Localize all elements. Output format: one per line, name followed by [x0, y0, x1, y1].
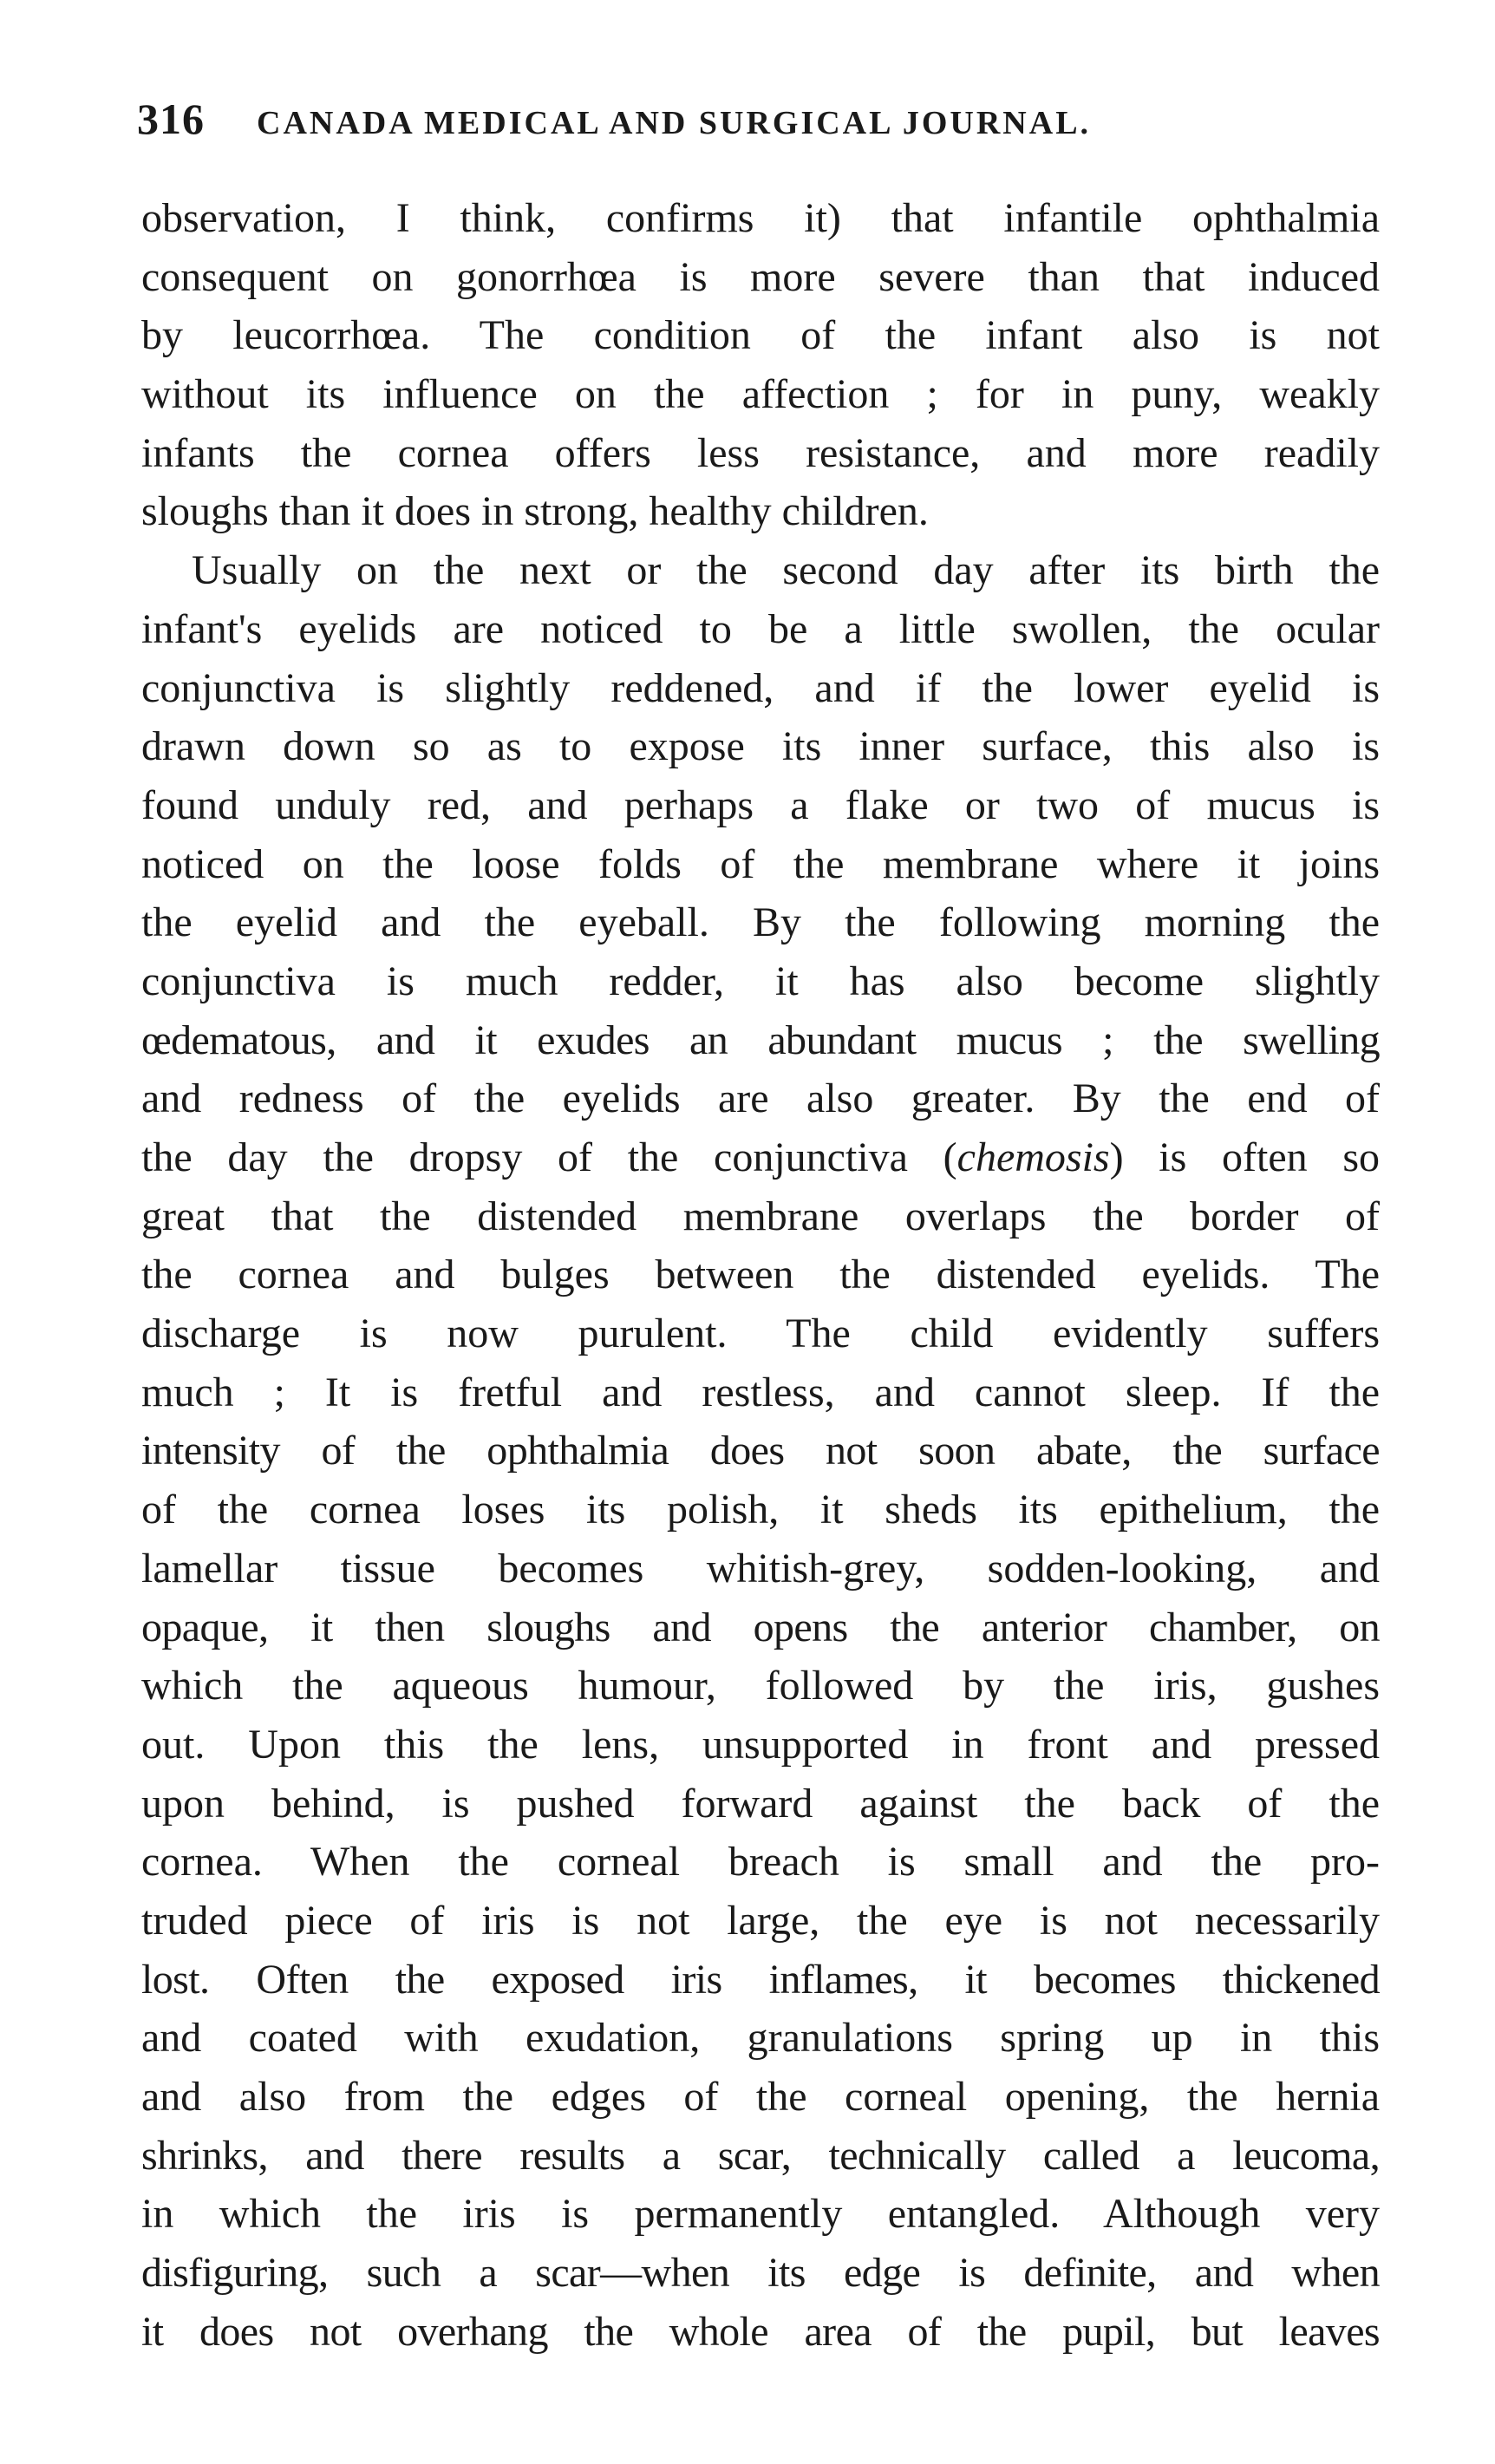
text-line: upon behind, is pushed forward against the back of the: [141, 1780, 1380, 1827]
text-line: without its influence on the affection ; for in puny, weakly: [141, 371, 1380, 418]
text-line: noticed on the loose folds of the membrane where it joins: [141, 840, 1380, 887]
text-line: consequent on gonorrhœa is more severe than that induced: [141, 253, 1380, 300]
journal-title: CANADA MEDICAL AND SURGICAL JOURNAL.: [257, 105, 1092, 141]
text-line: conjunctiva is slightly reddened, and if the lower eyelid is: [141, 664, 1380, 711]
text-line: and redness of the eyelids are also greater. By the end of: [141, 1075, 1380, 1122]
text-line: which the aqueous humour, followed by the iris, gushes: [141, 1663, 1380, 1709]
text-line: conjunctiva is much redder, it has also become slightly: [141, 957, 1380, 1004]
running-head: [137, 94, 1368, 154]
text-line: and also from the edges of the corneal opening, the hernia: [141, 2074, 1380, 2120]
page-number: 316: [137, 95, 205, 143]
text-line: sloughs than it does in strong, healthy children.: [141, 488, 929, 535]
paragraph-1: [141, 189, 1380, 541]
text-line: shrinks, and there results a scar, technically called a leucoma,: [141, 2132, 1380, 2179]
text-line: the eyelid and the eyeball. By the following morning the: [141, 899, 1380, 946]
text-line: œdematous, and it exudes an abundant mucus ; the swelling: [141, 1016, 1380, 1063]
text-line: infant's eyelids are noticed to be a little swollen, the ocular: [141, 605, 1380, 652]
text-line: great that the distended membrane overlaps the border of: [141, 1193, 1380, 1239]
text-line: by leucorrhœa. The condition of the infant also is not: [141, 312, 1380, 359]
paragraph-2: [141, 541, 1380, 2361]
text-line: observation, I think, confirms it) that infantile ophthalmia: [141, 195, 1380, 241]
text-line: truded piece of iris is not large, the eye is not necessarily: [141, 1897, 1380, 1944]
text-line: of the cornea loses its polish, it sheds its epithelium, the: [141, 1487, 1380, 1533]
text-line: discharge is now purulent. The child evidently suffers: [141, 1310, 1380, 1357]
text-line: disfiguring, such a scar—when its edge is definite, and when: [141, 2250, 1380, 2297]
text-line: cornea. When the corneal breach is small and the pro-: [141, 1839, 1380, 1886]
article-body: [141, 189, 1380, 2361]
text-line: lost. Often the exposed iris inflames, it becomes thickened: [141, 1956, 1380, 2003]
text-line: Usually on the next or the second day after its birth the: [192, 547, 1380, 594]
text-line: opaque, it then sloughs and opens the anterior chamber, on: [141, 1604, 1380, 1650]
text-line: the day the dropsy of the conjunctiva (chemosis) is often so: [141, 1134, 1380, 1180]
text-line: infants the cornea offers less resistance, and more readily: [141, 429, 1380, 476]
text-line: the cornea and bulges between the distended eyelids. The: [141, 1252, 1380, 1298]
text-line: drawn down so as to expose its inner surface, this also is: [141, 723, 1380, 770]
text-line: much ; It is fretful and restless, and cannot sleep. If the: [141, 1369, 1380, 1415]
text-line: it does not overhang the whole area of the pupil, but leaves: [141, 2308, 1380, 2355]
text-line: lamellar tissue becomes whitish-grey, sodden-looking, and: [141, 1545, 1380, 1591]
text-line: intensity of the ophthalmia does not soon abate, the surface: [141, 1428, 1380, 1474]
text-line: out. Upon this the lens, unsupported in front and pressed: [141, 1721, 1380, 1768]
text-line: in which the iris is permanently entangled. Although very: [141, 2191, 1380, 2238]
text-line: and coated with exudation, granulations spring up in this: [141, 2015, 1380, 2062]
text-line: found unduly red, and perhaps a flake or two of mucus is: [141, 781, 1380, 828]
